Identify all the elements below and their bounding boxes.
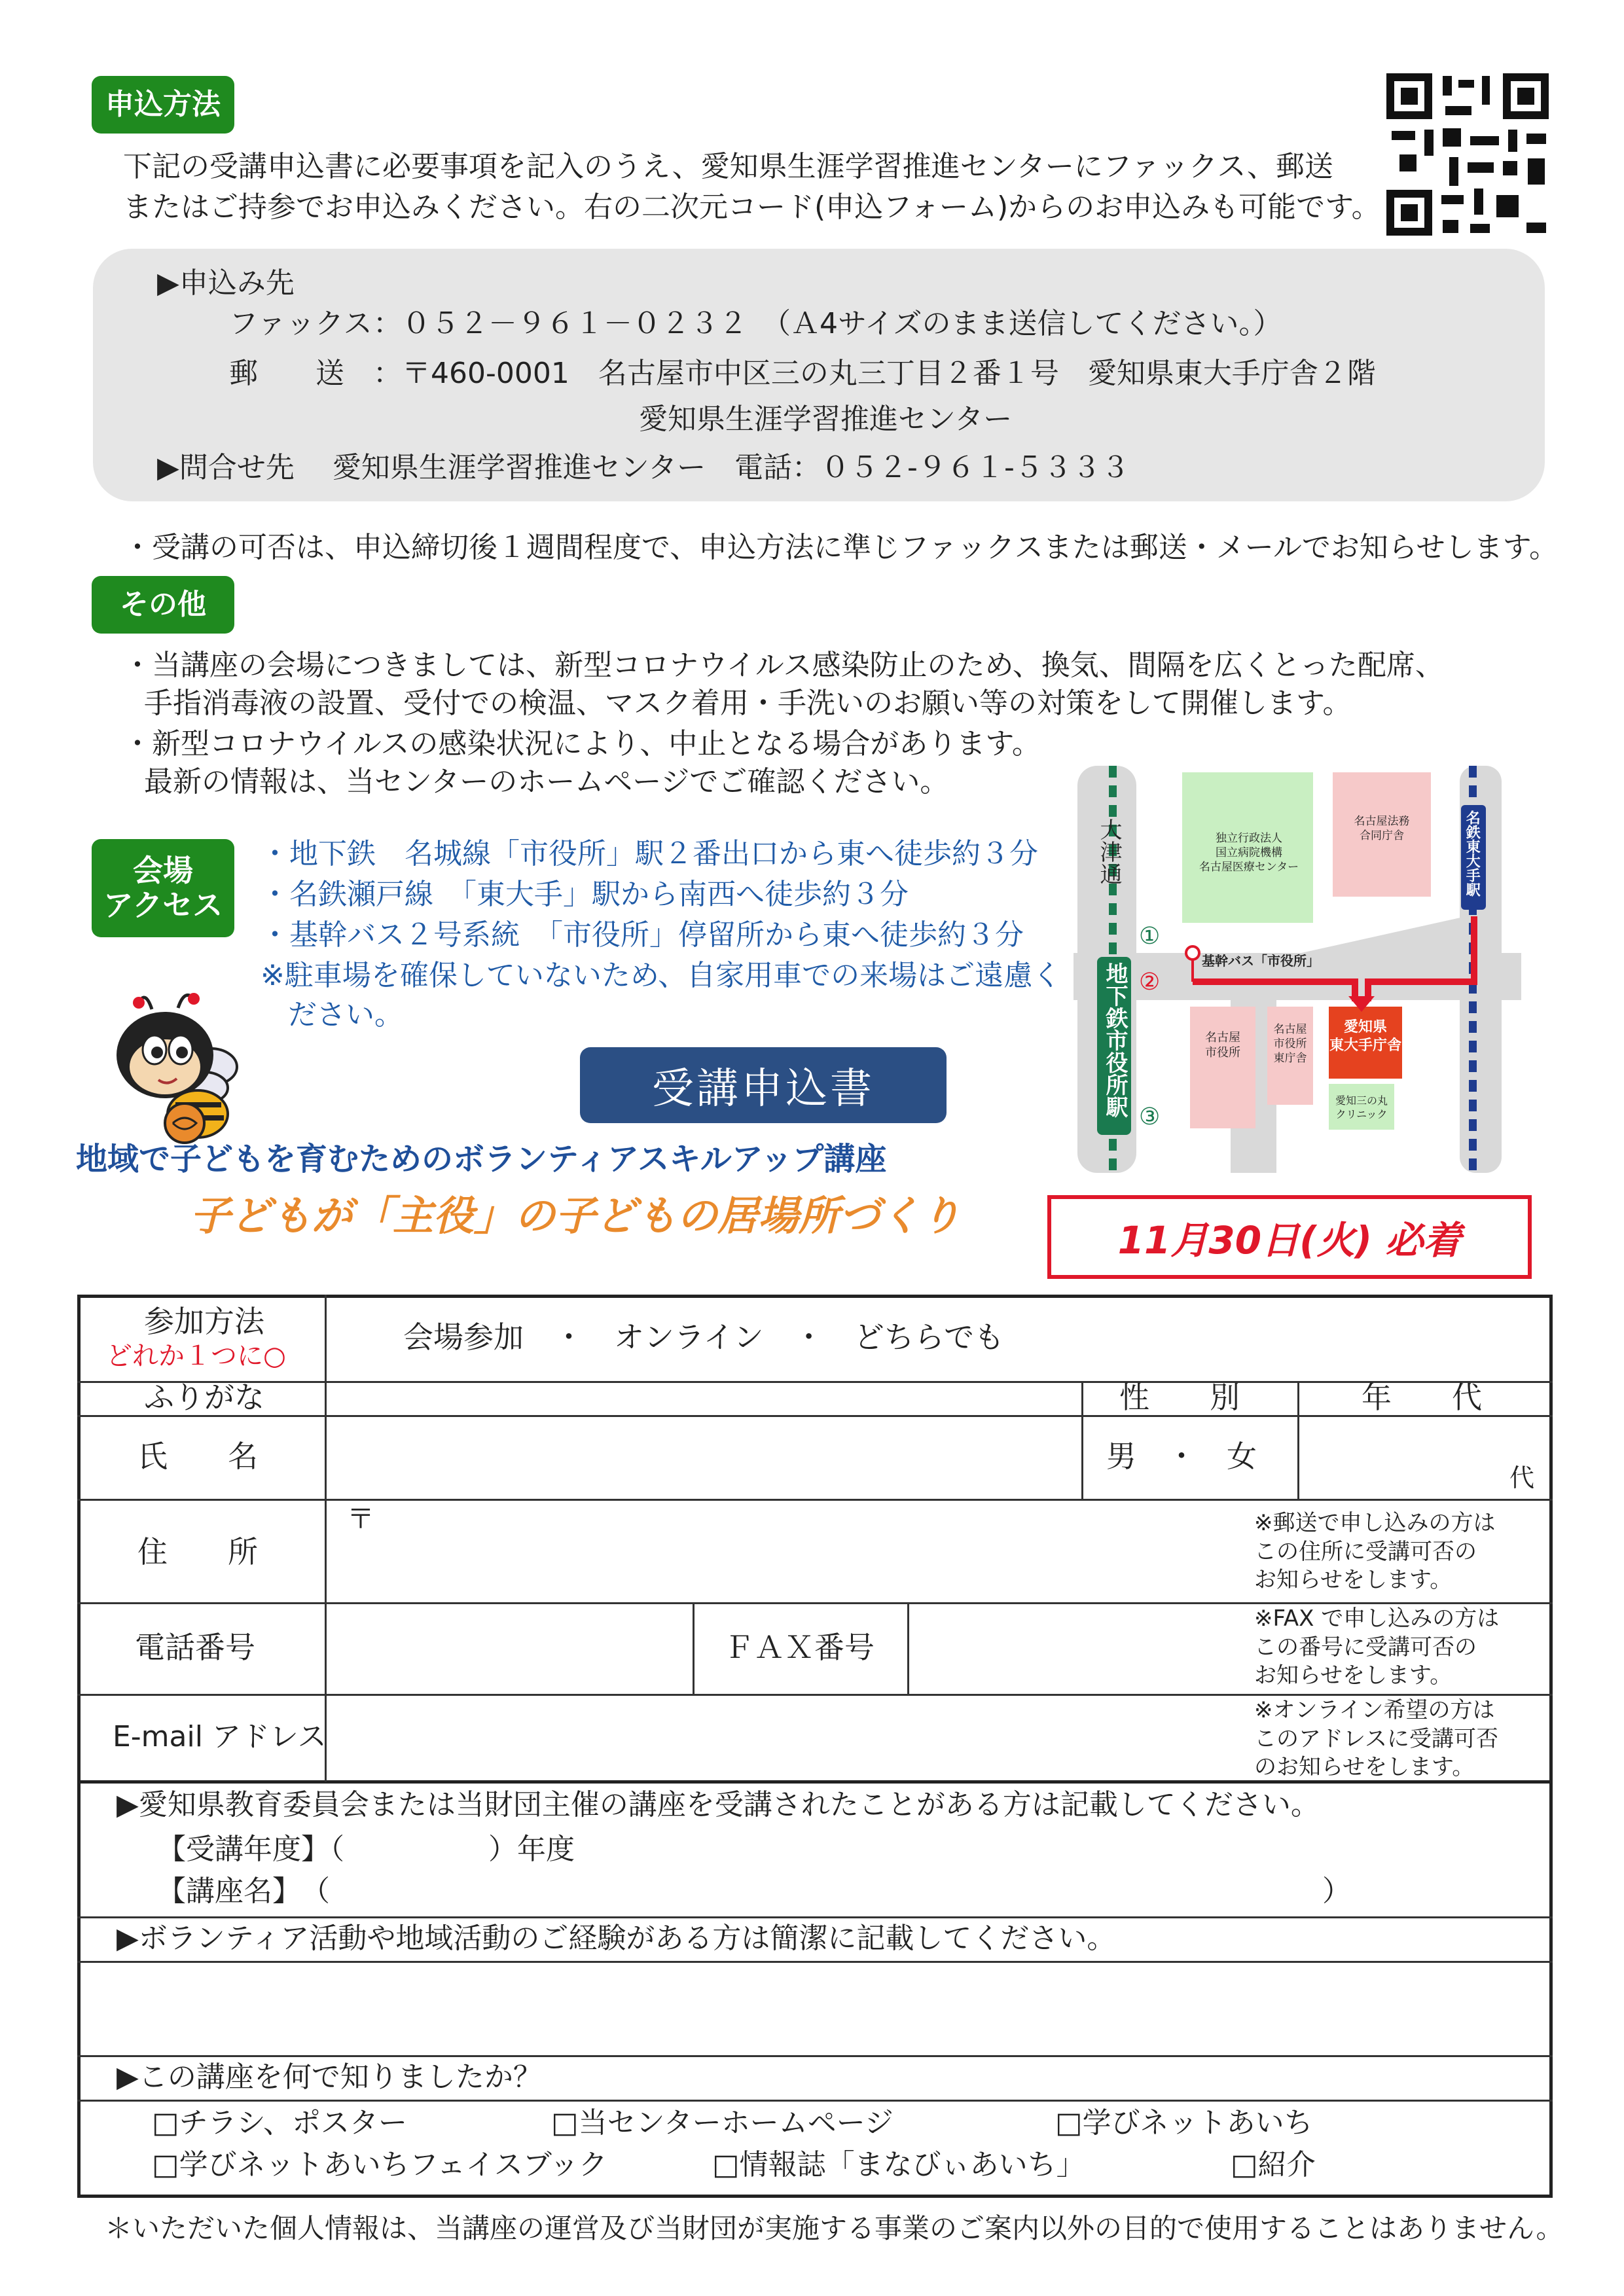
email-input[interactable] <box>327 1696 1244 1780</box>
access-badge-line2: アクセス <box>103 888 223 923</box>
city-hall-line-1: 名古屋 <box>1205 1031 1240 1045</box>
otsu-dori-label: 大津通 <box>1096 818 1122 885</box>
venue-line-2: 東大手庁舎 <box>1329 1037 1401 1054</box>
gender-label: 性 別 <box>1119 1380 1240 1415</box>
access-2: ・名鉄瀬戸線 「東大手」駅から南西へ徒歩約３分 <box>261 878 909 911</box>
volunteer-question: ▶ボランティア活動や地域活動のご経験がある方は簡潔に記載してください。 <box>117 1922 1116 1955</box>
legal-line-2: 合同庁舎 <box>1360 829 1404 843</box>
east-building-label <box>1267 1022 1313 1066</box>
access-4: ※駐車場を確保していないため、自家用車での来場はご遠慮く <box>261 959 1062 992</box>
fax-note <box>1254 1605 1499 1691</box>
address-note-2: この住所に受講可否の <box>1254 1538 1477 1565</box>
exit-2-label: ② <box>1139 969 1161 996</box>
clinic-line-2: クリニック <box>1335 1107 1388 1121</box>
city-hall-line-2: 市役所 <box>1205 1046 1240 1060</box>
inquiry-line: ▶問合せ先 愛知県生涯学習推進センター 電話：０５２-９６１-５３３３ <box>157 451 1130 484</box>
course-subtitle: 地域で子どもを育むためのボランティアスキルアップ講座 <box>76 1141 887 1177</box>
hospital-line-1: 独立行政法人 <box>1216 832 1282 845</box>
apply-line-1: 下記の受講申込書に必要事項を記入のうえ、愛知県生涯学習推進センターにファックス、郵送 <box>123 150 1333 183</box>
legal-line-1: 名古屋法務 <box>1354 815 1410 828</box>
email-label: E-mail アドレス <box>113 1720 327 1753</box>
history-question: ▶愛知県教育委員会または当財団主催の講座を受講されたことがある方は記載してください。 <box>117 1788 1320 1821</box>
meitetsu-station-label: 名鉄東大手駅 <box>1464 810 1481 897</box>
address-note <box>1254 1509 1496 1595</box>
post-value: ：〒460-0001 名古屋市中区三の丸三丁目２番１号 愛知県東大手庁舎２階 <box>373 357 1376 390</box>
email-note-3: のお知らせをします。 <box>1254 1754 1475 1781</box>
source-opt-homepage[interactable]: □当センターホームページ <box>551 2106 893 2140</box>
source-opt-manabi-net[interactable]: □学びネットあいち <box>1055 2106 1313 2140</box>
hospital-label <box>1185 831 1313 874</box>
post-label: 郵 送 <box>229 357 344 390</box>
deadline-box <box>1047 1195 1532 1279</box>
application-form-title: 受講申込書 <box>580 1047 947 1123</box>
notice-result: ・受講の可否は、申込締切後１週間程度で、申込方法に準じファックスまたは郵送・メールでお知らせします。 <box>123 531 1559 564</box>
exit-1-label: ① <box>1139 923 1161 950</box>
furigana-label: ふりがな <box>144 1380 264 1415</box>
email-note-2: このアドレスに受講可否 <box>1254 1725 1498 1752</box>
course-title: 子どもが「主役」の子どもの居場所づくり <box>190 1192 962 1240</box>
email-note-1: ※オンライン希望の方は <box>1254 1697 1495 1723</box>
venue-line-1: 愛知県 <box>1343 1019 1387 1035</box>
source-question: ▶この講座を何で知りましたか？ <box>117 2060 542 2094</box>
history-course-close: ） <box>1322 1874 1351 1908</box>
fax-label: ファックス <box>229 307 372 340</box>
age-label: 年 代 <box>1362 1380 1482 1415</box>
email-note <box>1254 1696 1498 1782</box>
apply-line-2: またはご持参でお申込みください。右の二次元コード(申込フォーム)からのお申込みも可能です。 <box>123 190 1380 224</box>
fax-note-2: この番号に受講可否の <box>1254 1634 1477 1660</box>
other-b1b: 手指消毒液の設置、受付での検温、マスク着用・手洗いのお願い等の対策をして開催します。 <box>144 687 1352 720</box>
volunteer-input[interactable] <box>81 1964 1549 2054</box>
other-b2b: 最新の情報は、当センターのホームページでご確認ください。 <box>144 765 949 798</box>
access-badge <box>92 839 234 937</box>
city-hall-label <box>1191 1030 1254 1061</box>
furigana-input[interactable] <box>327 1383 1080 1414</box>
other-badge: その他 <box>92 576 234 634</box>
address-label: 住 所 <box>137 1534 258 1570</box>
source-opt-flyer[interactable]: □チラシ、ポスター <box>152 2106 408 2140</box>
address-input[interactable] <box>367 1501 1244 1601</box>
deadline-text: 11月30日(火) 必着 <box>1117 1218 1462 1263</box>
apply-badge: 申込方法 <box>92 76 234 134</box>
gender-options[interactable]: 男 ・ 女 <box>1106 1439 1257 1474</box>
other-b2a: ・新型コロナウイルスの感染状況により、中止となる場合があります。 <box>123 727 1041 761</box>
access-5: ださい。 <box>288 998 403 1031</box>
source-opt-referral[interactable]: □紹介 <box>1231 2148 1316 2181</box>
clinic-label <box>1330 1094 1393 1122</box>
age-suffix: 代 <box>1509 1463 1535 1492</box>
access-badge-line1: 会場 <box>133 853 193 889</box>
venue-map <box>1074 759 1521 1173</box>
bus-stop-label: 基幹バス「市役所」 <box>1202 953 1320 969</box>
east-line-1: 名古屋 <box>1273 1023 1307 1036</box>
fax-field-label: ＦＡＸ番号 <box>724 1630 875 1665</box>
name-label: 氏 名 <box>137 1439 258 1474</box>
hospital-line-3: 名古屋医療センター <box>1199 861 1299 874</box>
fax-note-3: お知らせをします。 <box>1254 1662 1453 1689</box>
fax-note-1: ※FAX で申し込みの方は <box>1254 1605 1500 1632</box>
phone-input[interactable] <box>327 1604 691 1693</box>
clinic-line-1: 愛知三の丸 <box>1335 1094 1388 1107</box>
source-opt-magazine[interactable]: □情報誌「まなびぃあいち」 <box>712 2148 1085 2181</box>
fax-value: ：０５２－９６１－０２３２ （Ａ4サイズのまま送信してください。） <box>373 307 1282 340</box>
bee-mascot-icon <box>113 990 250 1145</box>
method-label: 参加方法 <box>144 1304 264 1339</box>
method-hint: どれか１つに○ <box>106 1341 286 1371</box>
qr-code[interactable] <box>1386 73 1549 236</box>
access-3: ・基幹バス２号系統 「市役所」停留所から東へ徒歩約３分 <box>261 918 1024 952</box>
postal-mark: 〒 <box>347 1503 375 1535</box>
other-b1a: ・当講座の会場につきましては、新型コロナウイルス感染防止のため、換気、間隔を広くとった配席、 <box>123 649 1444 682</box>
east-line-3: 東庁舎 <box>1273 1052 1307 1066</box>
subway-station-label: 地下鉄市役所駅 <box>1102 962 1128 1118</box>
privacy-note: ＊いただいた個人情報は、当講座の運営及び当財団が実施する事業のご案内以外の目的で使用することはありません。 <box>105 2212 1564 2244</box>
venue-label <box>1329 1018 1402 1054</box>
access-1: ・地下鉄 名城線「市役所」駅２番出口から東へ徒歩約３分 <box>261 837 1038 870</box>
phone-label: 電話番号 <box>135 1630 255 1665</box>
post-org: 愛知県生涯学習推進センター <box>639 403 1013 436</box>
legal-building-label <box>1334 814 1430 843</box>
history-year[interactable]: 【受講年度】（ ）年度 <box>157 1833 575 1866</box>
address-note-3: お知らせをします。 <box>1254 1567 1453 1594</box>
address-note-1: ※郵送で申し込みの方は <box>1254 1510 1496 1536</box>
history-course-open[interactable]: 【講座名】 （ <box>157 1874 330 1908</box>
source-opt-facebook[interactable]: □学びネットあいちフェイスブック <box>152 2148 607 2181</box>
name-input[interactable] <box>327 1417 1080 1498</box>
fax-input[interactable] <box>910 1604 1244 1693</box>
hospital-line-2: 国立病院機構 <box>1216 846 1282 860</box>
exit-3-label: ③ <box>1139 1103 1161 1130</box>
east-line-2: 市役所 <box>1273 1037 1307 1051</box>
dest-heading: ▶申込み先 <box>157 266 295 300</box>
method-options[interactable]: 会場参加 ・ オンライン ・ どちらでも <box>403 1319 1005 1355</box>
